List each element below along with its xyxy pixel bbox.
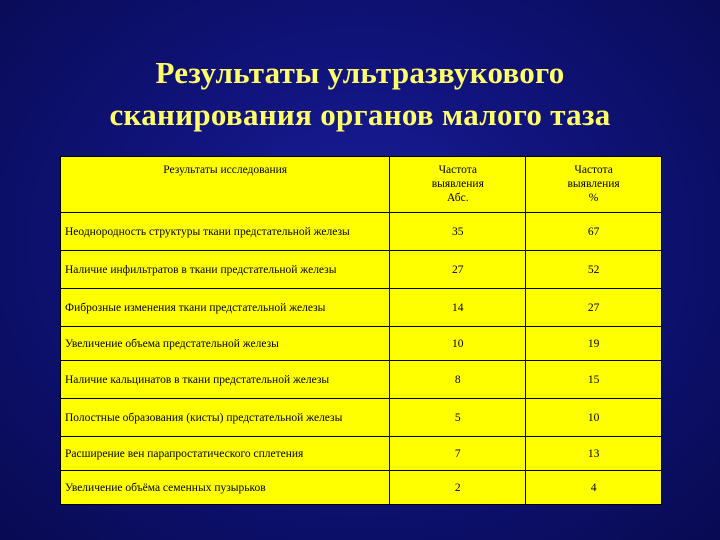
row-finding: Увеличение объема предстательной железы [61,327,390,361]
header-pct-line: Частота [574,164,613,176]
header-frequency-abs [390,157,526,213]
table-header-row [61,157,662,213]
header-pct-line: % [588,192,599,204]
header-abs-line: Абс. [447,192,469,204]
row-pct-value: 52 [526,251,662,289]
row-finding: Наличие кальцинатов в ткани предстательной железы [61,361,390,399]
header-results: Результаты исследования [61,157,390,213]
table-row [61,399,662,437]
row-abs-value: 7 [390,437,526,471]
row-abs-value: 35 [390,213,526,251]
slide-title-line-2: сканирования органов малого таза [109,97,611,132]
header-frequency-pct [526,157,662,213]
row-finding: Неоднородность структуры ткани предстательной железы [61,213,390,251]
row-abs-value: 10 [390,327,526,361]
row-pct-value: 4 [526,471,662,505]
table-row [61,251,662,289]
row-pct-value: 15 [526,361,662,399]
row-abs-value: 5 [390,399,526,437]
slide-title-line-1: Результаты ультразвукового [155,55,565,90]
row-finding: Увеличение объёма семенных пузырьков [61,471,390,505]
row-pct-value: 67 [526,213,662,251]
row-finding: Полостные образования (кисты) предстательной железы [61,399,390,437]
row-abs-value: 2 [390,471,526,505]
table-row [61,361,662,399]
results-table [60,156,662,505]
table-row [61,437,662,471]
header-pct-line: выявления [567,178,620,190]
row-pct-value: 27 [526,289,662,327]
row-abs-value: 8 [390,361,526,399]
row-abs-value: 14 [390,289,526,327]
table-row [61,289,662,327]
header-abs-line: Частота [438,164,478,176]
row-pct-value: 10 [526,399,662,437]
header-abs-line: выявления [431,178,484,190]
row-finding: Фиброзные изменения ткани предстательной железы [61,289,390,327]
row-pct-value: 13 [526,437,662,471]
row-abs-value: 27 [390,251,526,289]
table-row [61,327,662,361]
slide-title [0,52,720,136]
row-finding: Расширение вен парапростатического сплетения [61,437,390,471]
row-finding: Наличие инфильтратов в ткани предстательной железы [61,251,390,289]
table-row [61,213,662,251]
table-row [61,471,662,505]
row-pct-value: 19 [526,327,662,361]
